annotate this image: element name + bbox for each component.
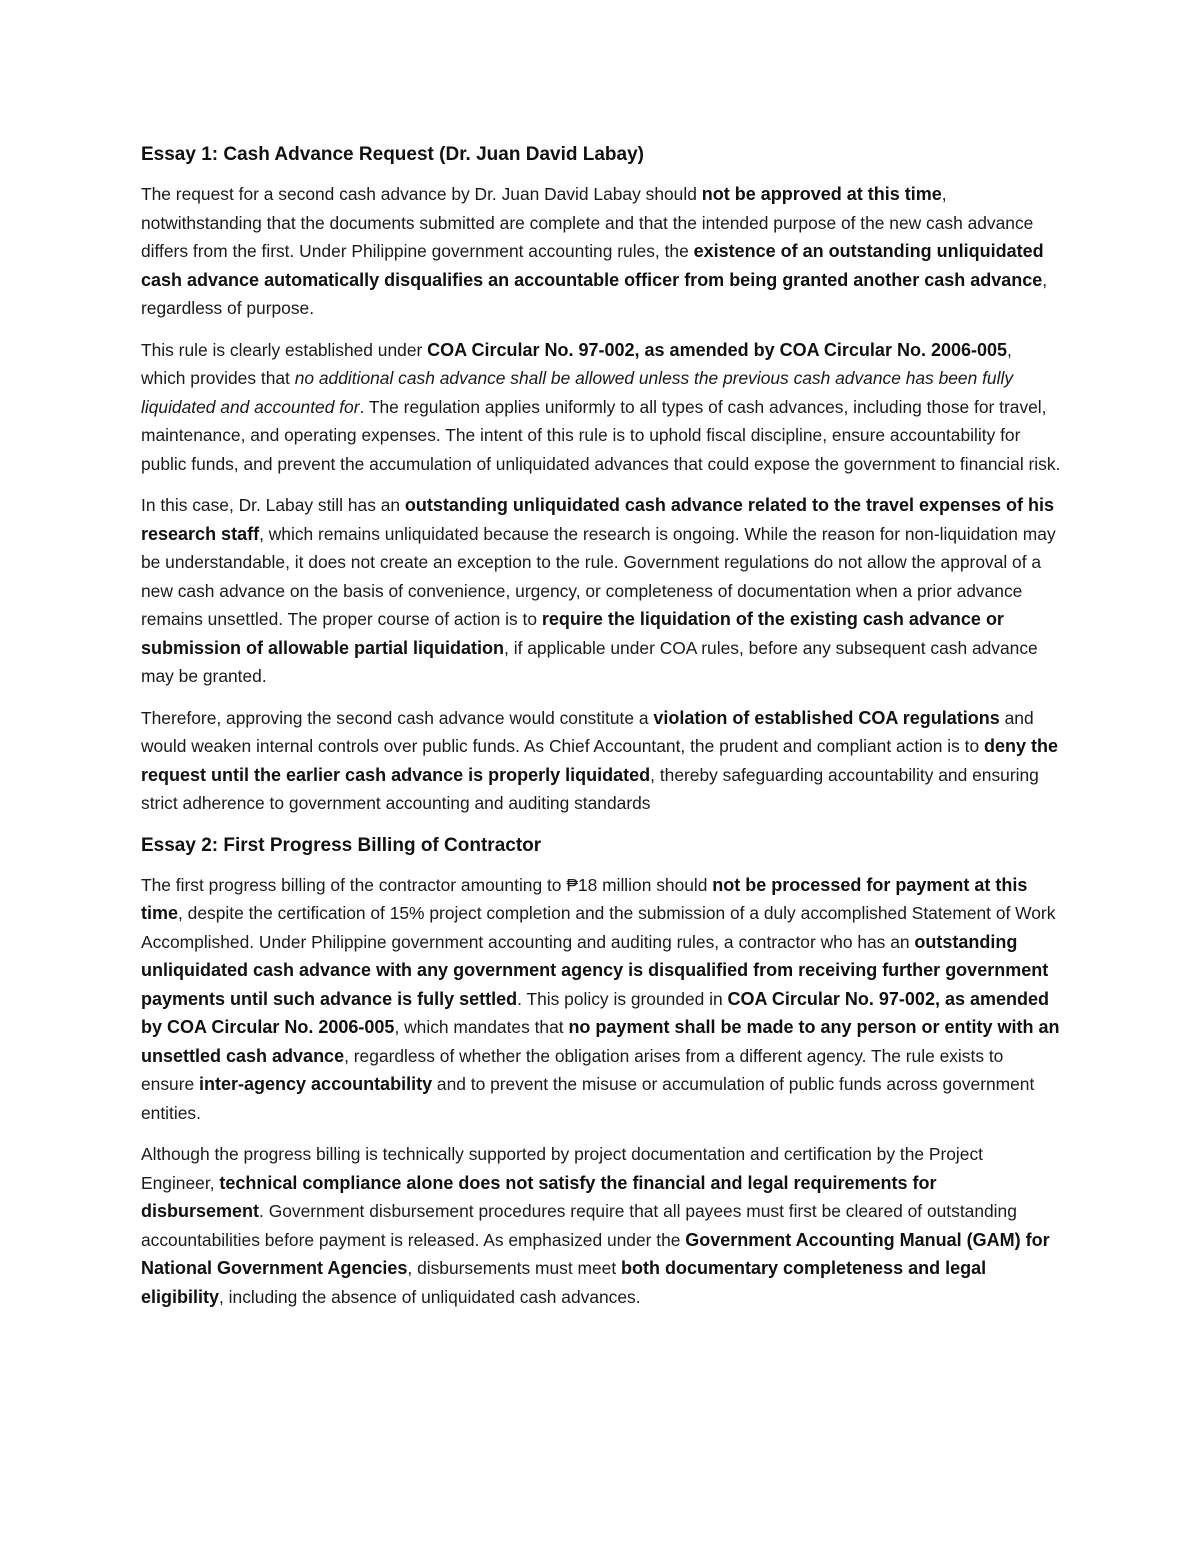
text-run: , which remains unliquidated because the research is ongoing. While the reason for non-liquidation may be understandable, it does not create an exception to the rule. Government regulations do not allow the approval of a new cash advance on the basis of convenience, urgency, or completeness of documentation when a prior advance remains unsettled. The proper course of action is to — [141, 523, 1056, 629]
text-run: , regardless of purpose. — [141, 269, 1048, 318]
document-page — [141, 140, 1061, 1324]
text-run: , thereby safeguarding accountability and ensuring strict adherence to government accounting and auditing standards — [141, 764, 1039, 813]
emphasis-run: inter-agency accountability — [199, 1074, 433, 1094]
text-run: and to prevent the misuse or accumulation of public funds across government entities. — [141, 1074, 1035, 1123]
essay-1-paragraph-4 — [141, 704, 1061, 818]
text-run: , if applicable under COA rules, before any subsequent cash advance may be granted. — [141, 637, 1038, 686]
essay-2-paragraph-2 — [141, 1140, 1061, 1311]
text-run: This rule is clearly established under — [141, 339, 428, 360]
text-run: , which provides that — [141, 339, 1012, 388]
essay-2-title: Essay 2: First Progress Billing of Contractor — [141, 834, 542, 856]
text-run: . This policy is grounded in — [517, 988, 728, 1009]
text-run: and would weaken internal controls over public funds. As Chief Accountant, the prudent and compliant action is to — [141, 707, 1034, 756]
text-run: . The regulation applies uniformly to all types of cash advances, including those for travel, maintenance, and operating expenses. The intent of this rule is to uphold fiscal discipline, ensure accountability for public funds, and prevent the accumulation of unliquidated advances that could expose the government to financial risk. — [141, 396, 1061, 474]
emphasis-run: COA Circular No. 97-002, as amended by COA Circular No. 2006-005 — [427, 339, 1008, 360]
text-run: In this case, Dr. Labay still has an — [141, 495, 405, 515]
text-run: . Government disbursement procedures require that all payees must first be cleared of outstanding accountabilities before payment is released. As emphasized under the — [141, 1201, 1017, 1250]
essay-1-paragraph-2 — [141, 336, 1061, 479]
text-run: Therefore, approving the second cash advance would constitute a — [141, 707, 654, 728]
emphasis-run: no payment shall be made to any person or entity with an unsettled cash advance — [141, 1017, 1060, 1066]
essay-2-paragraph-1 — [141, 871, 1061, 1128]
emphasis-run: technical compliance alone does not satisfy the financial and legal requirements for disbursement — [141, 1172, 937, 1221]
emphasis-run: not be approved at this time — [701, 184, 942, 204]
text-run: , notwithstanding that the documents submitted are complete and that the intended purpose of the new cash advance differs from the first. Under Philippine government accounting rules, the — [141, 184, 1034, 261]
text-run: , despite the certification of 15% project completion and the submission of a duly accomplished Statement of Work Accomplished. Under Philippine government accounting and auditing rules, a contractor who has an — [141, 903, 1056, 952]
text-run: , which mandates that — [394, 1017, 569, 1037]
emphasis-run: Government Accounting Manual (GAM) for National Government Agencies — [141, 1229, 1050, 1278]
text-run: The request for a second cash advance by Dr. Juan David Labay should — [141, 184, 702, 204]
text-run: Although the progress billing is technically supported by project documentation and certification by the Project Engineer, — [141, 1144, 983, 1193]
text-run: , including the absence of unliquidated cash advances. — [219, 1286, 641, 1307]
essay-1-paragraph-1 — [141, 180, 1061, 323]
essay-1-title: Essay 1: Cash Advance Request (Dr. Juan David Labay) — [141, 144, 644, 165]
emphasis-run: existence of an outstanding unliquidated cash advance automatically disqualifies an accountable officer from being granted another cash advance — [141, 241, 1044, 290]
text-run: , regardless of whether the obligation arises from a different agency. The rule exists to ensure — [141, 1045, 1004, 1094]
emphasis-run: violation of established COA regulations — [653, 707, 1000, 728]
emphasis-run: COA Circular No. 97-002, as amended by COA Circular No. 2006-005 — [141, 988, 1049, 1037]
text-run: , disbursements must meet — [407, 1258, 622, 1278]
emphasis-run: deny the request until the earlier cash advance is properly liquidated — [141, 736, 1058, 785]
essay-1-paragraph-3 — [141, 491, 1061, 691]
emphasis-run: not be processed for payment at this time — [141, 874, 1028, 923]
emphasis-run: outstanding unliquidated cash advance with any government agency is disqualified from receiving further government payments until such advance is fully settled — [141, 931, 1049, 1009]
emphasis-run: require the liquidation of the existing cash advance or submission of allowable partial liquidation — [141, 609, 1004, 658]
emphasis-run: outstanding unliquidated cash advance related to the travel expenses of his research staff — [141, 495, 1055, 544]
emphasis-run: both documentary completeness and legal eligibility — [141, 1258, 987, 1307]
italic-run: no additional cash advance shall be allowed unless the previous cash advance has been fully liquidated and accounted for — [141, 368, 1014, 417]
text-run: The first progress billing of the contractor amounting to ₱18 million should — [141, 874, 713, 895]
